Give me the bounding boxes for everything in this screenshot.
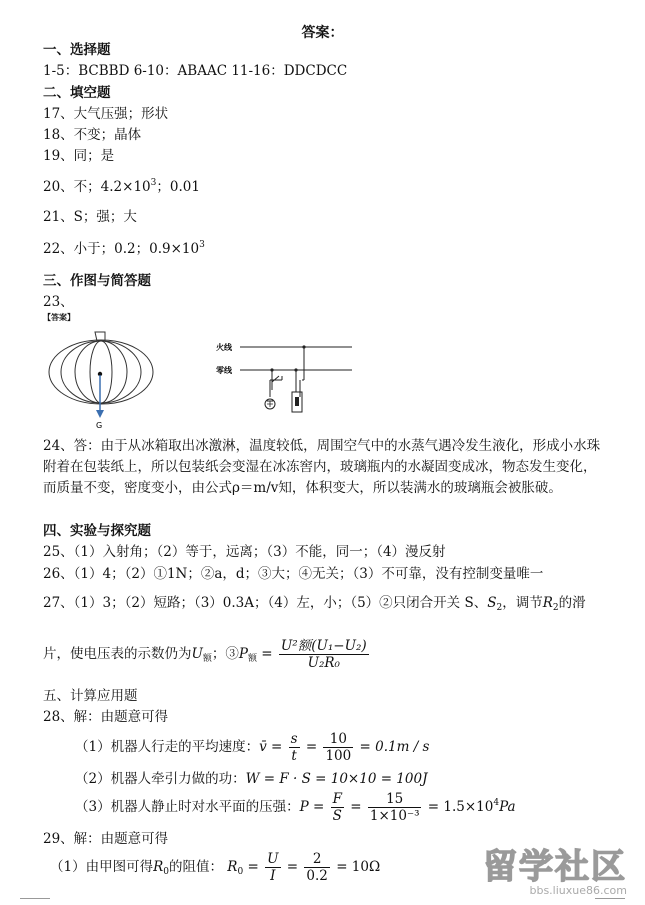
gravity-label: G	[96, 421, 103, 430]
rated-power-fraction: $\frac{\text{U²额(U₁−U₂)}}{\text{U₂R₀}}$	[280, 638, 367, 671]
watermark-logo-text: 留学社区	[483, 847, 627, 887]
watermark	[483, 839, 627, 897]
answer-21: 21、S；强；大	[43, 209, 137, 225]
answer-17: 17、大气压强；形状	[43, 106, 169, 122]
answer-29: 29、解：由题意可得	[43, 831, 169, 847]
answer-29-1: （1）由甲图可得$R_0$的阻值： $R_0$ = $\frac{U}{I}$ = $\frac{2}{0.2}$ = 10Ω	[50, 851, 381, 884]
watermark-url: bbs.liuxue86.com	[529, 884, 627, 897]
page-title: 答案：	[301, 25, 344, 41]
answer-28-2: （2）机器人牵引力做的功：W = F · S = 10×10 = 100J	[75, 771, 428, 787]
section-drawing-heading: 三、作图与简答题	[43, 273, 151, 289]
answer-badge: 【答案】	[43, 313, 75, 322]
answer-26: 26、（1）4；（2）①1N；②a，d；③大；④无关；（3）不可靠，没有控制变量唯一	[43, 566, 544, 582]
answer-18: 18、不变；晶体	[43, 127, 142, 143]
answer-23: 23、	[43, 294, 74, 310]
answer-27-cont: 片，使电压表的示数仍为$U_额$；$③P_额$ = $\frac{\text{U²额(U₁−U₂)}}{\text{U₂R₀}}$	[43, 638, 367, 671]
answer-24: 24、答：由于从冰箱取出冰激淋，温度较低，周围空气中的水蒸气遇冷发生液化，形成小水珠附着在包装纸上，所以包装纸会变湿在冰冻窖内，玻璃瓶内的水凝固变成冰，物态发生变化，而质量不变，密度变小，由公式ρ＝m/v知，体积变大，所以装满水的玻璃瓶会被胀破。	[43, 438, 601, 496]
fire-wire-label: 火线	[216, 343, 232, 352]
household-circuit-diagram	[212, 332, 357, 424]
answer-27: 27、（1）3；（2）短路；（3）0.3A；（4）左，小；（5）②只闭合开关 S、$S_2$，调节$R_2$的滑	[43, 595, 586, 613]
answer-25: 25、（1）入射角；（2）等于，远离；（3）不能，同一；（4）漫反射	[43, 544, 446, 560]
zero-wire-label: 零线	[216, 366, 232, 375]
answer-19: 19、同；是	[43, 148, 115, 164]
section-experiment-heading: 四、实验与探究题	[43, 523, 151, 539]
answer-28: 28、解：由题意可得	[43, 709, 169, 725]
answer-20: 20、不；$4.2\times 10^3$；0.01	[43, 178, 200, 195]
answer-22: 22、小于；0.2；$0.9\times 10^3$	[43, 240, 205, 257]
section-choice-heading: 一、选择题	[43, 42, 111, 58]
answer-28-1: （1）机器人行走的平均速度：v̄ = $\frac{s}{t}$ = $\frac{10}{100}$ = 0.1m / s	[75, 731, 430, 764]
section-calc-heading: 五、计算应用题	[43, 688, 138, 704]
section-fill-heading: 二、填空题	[43, 85, 111, 101]
pumpkin-force-diagram	[45, 328, 160, 430]
choice-answers: 1-5：BCBBD 6-10：ABAAC 11-16：DDCDCC	[43, 63, 348, 79]
answer-28-3: （3）机器人静止时对水平面的压强：P = $\frac{F}{S}$ = $\frac{15}{\text{1×10⁻³}}$ = $1.5\times 10^4Pa$	[75, 791, 516, 824]
